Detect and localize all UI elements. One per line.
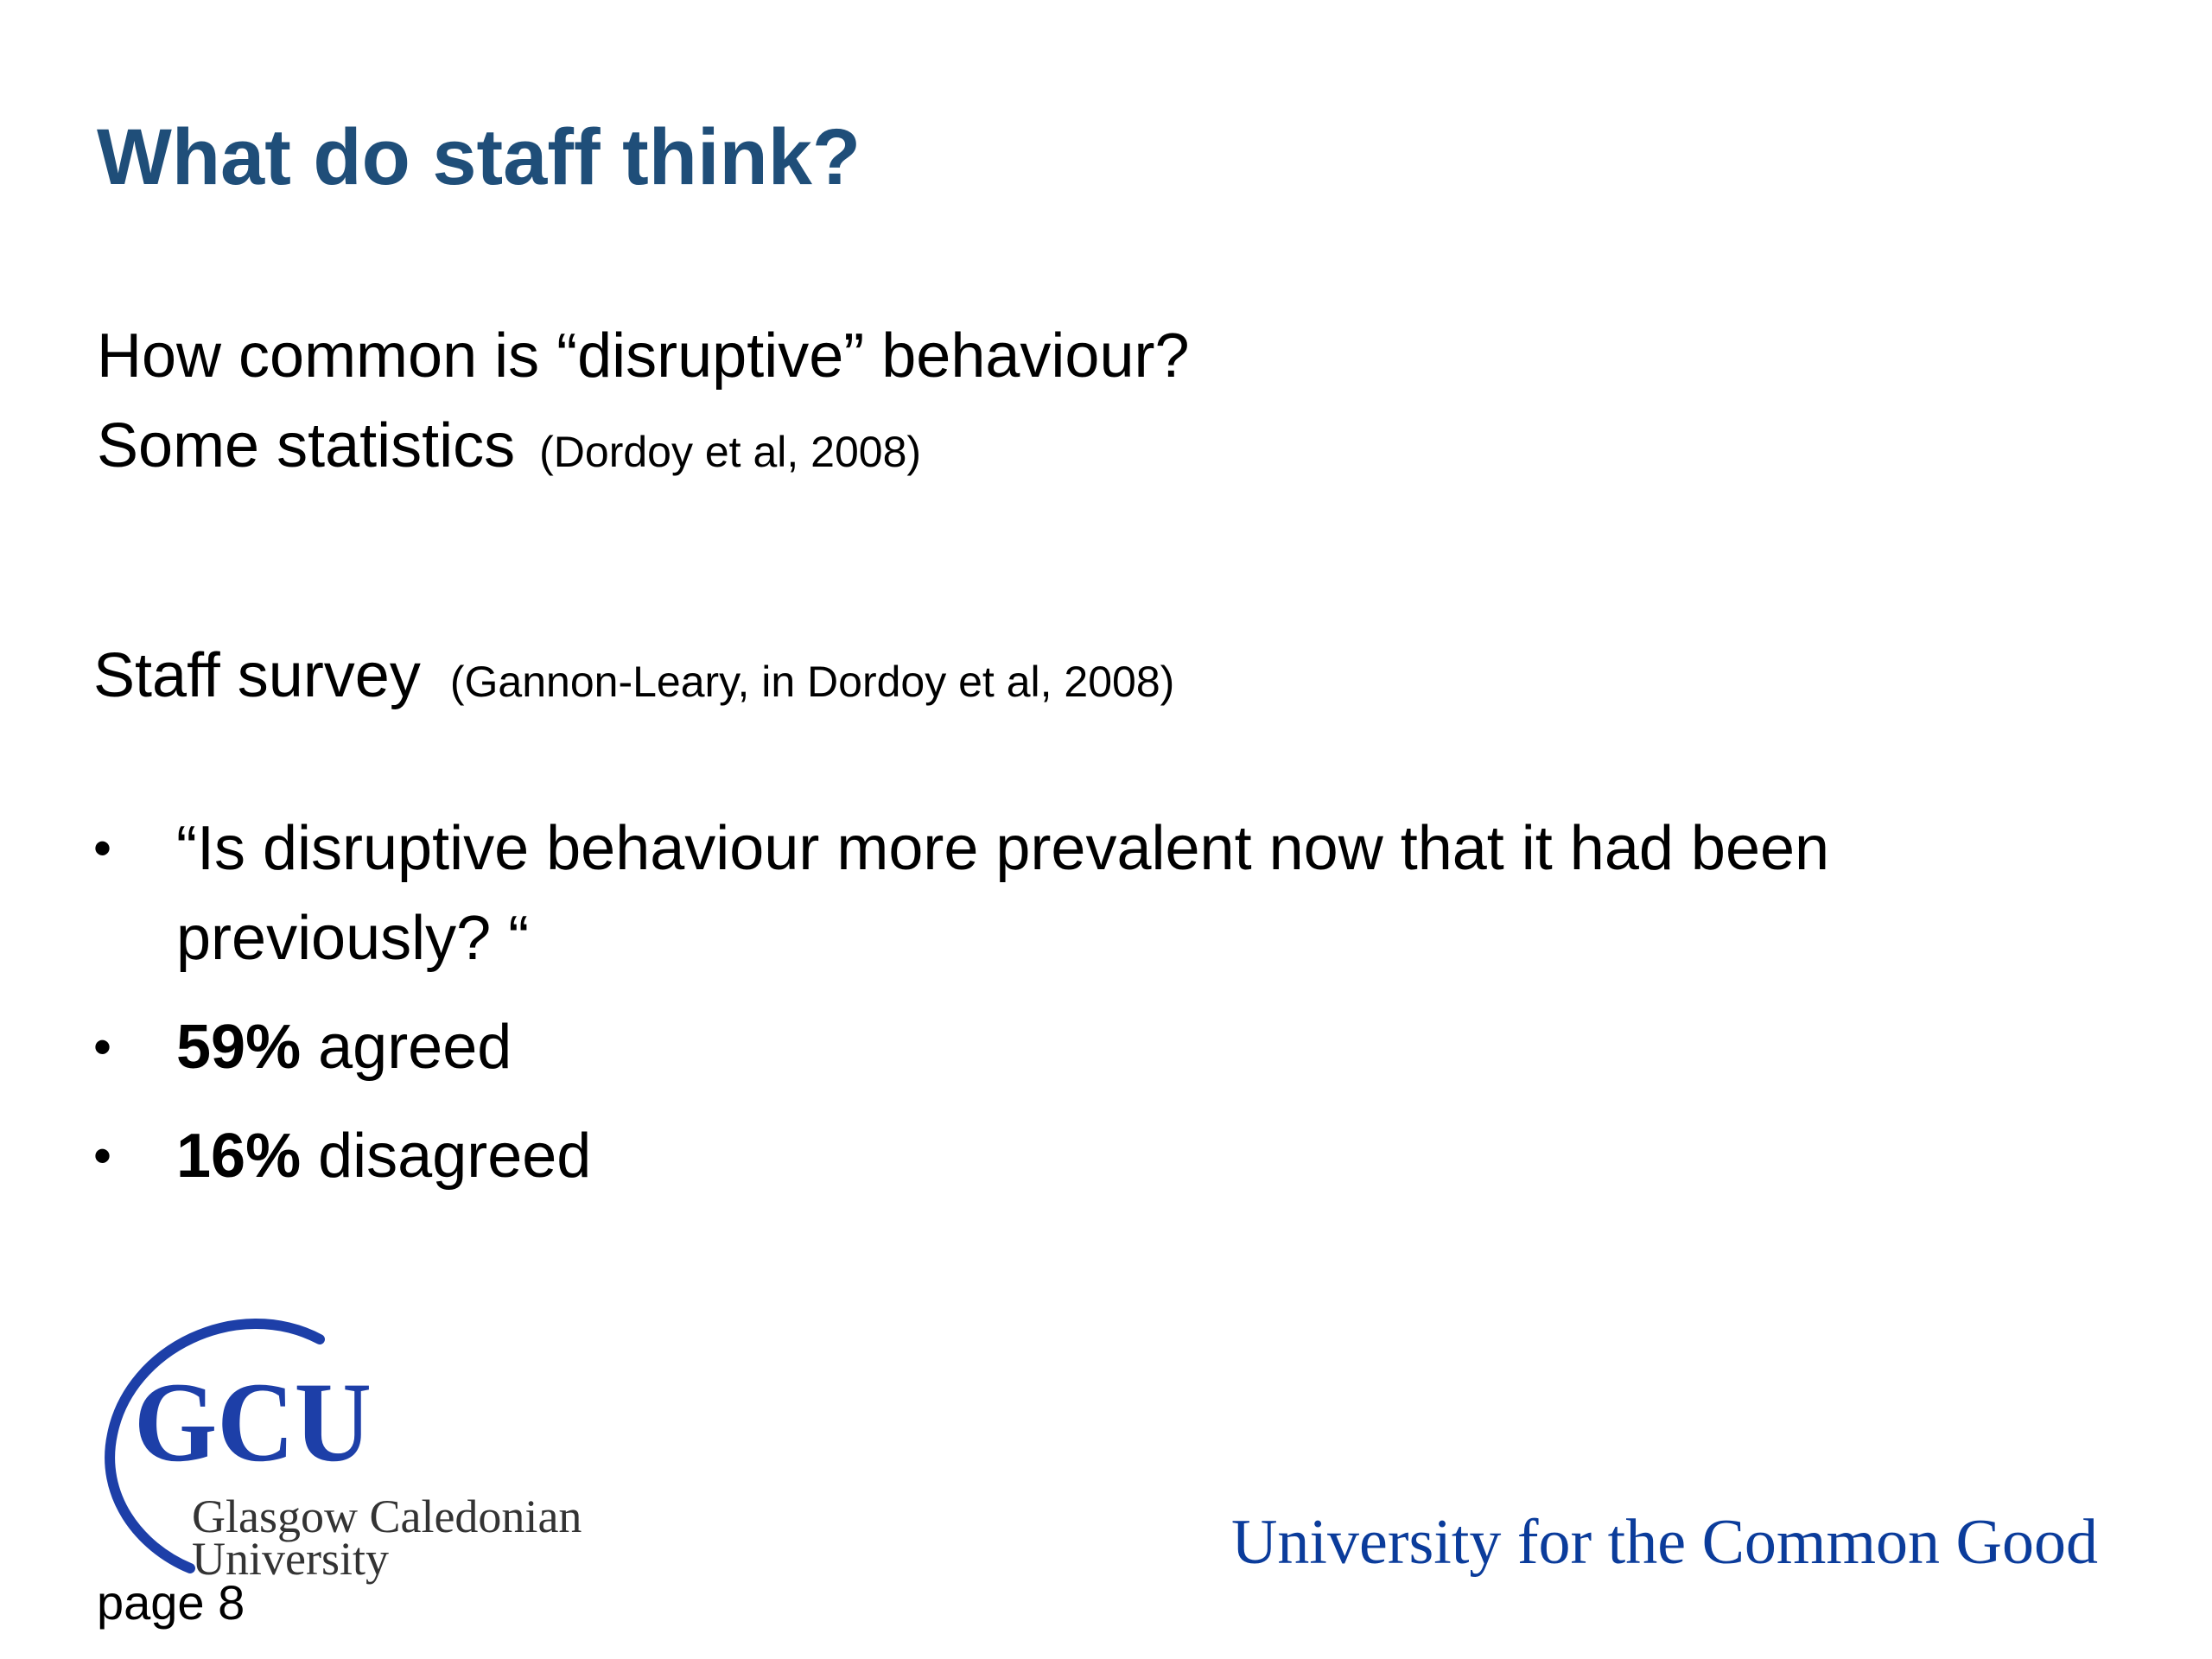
bullet-list [86,804,2074,1220]
bullet-percentage: 59% [176,1013,302,1082]
logo-abbr: GCU [134,1358,372,1485]
intro-statistics-label: Some statistics [97,411,516,480]
survey-citation: (Gannon-Leary, in Dordoy et al, 2008) [449,658,1175,706]
bullet-text: disagreed [301,1122,592,1191]
page-number: page 8 [97,1575,245,1630]
survey-heading-label: Staff survey [93,641,421,710]
bullet-text: “Is disruptive behaviour more prevalent now that it had been previously? “ [176,814,1830,973]
intro-question: How common is “disruptive” behaviour? [97,321,1190,391]
bullet-item-question [86,804,2074,983]
gcu-logo-icon [95,1313,613,1590]
survey-heading [93,631,1174,727]
intro-citation: (Dordoy et al, 2008) [539,428,922,476]
slide-title: What do staff think? [97,113,861,201]
bullet-dot: • [93,819,112,877]
bullet-dot: • [93,1127,112,1185]
bullet-dot: • [93,1018,112,1076]
logo-name-line1: Glasgow Caledonian [192,1491,582,1542]
gcu-logo [95,1313,613,1590]
intro-block [97,311,1190,497]
bullet-item-disagreed [86,1111,2074,1201]
bullet-text: agreed [301,1013,512,1082]
logo-name-line2: University [192,1533,389,1585]
tagline: University for the Common Good [1230,1507,2098,1578]
bullet-item-agreed [86,1002,2074,1092]
intro-statistics-line [97,401,1190,497]
bullet-percentage: 16% [176,1122,302,1191]
